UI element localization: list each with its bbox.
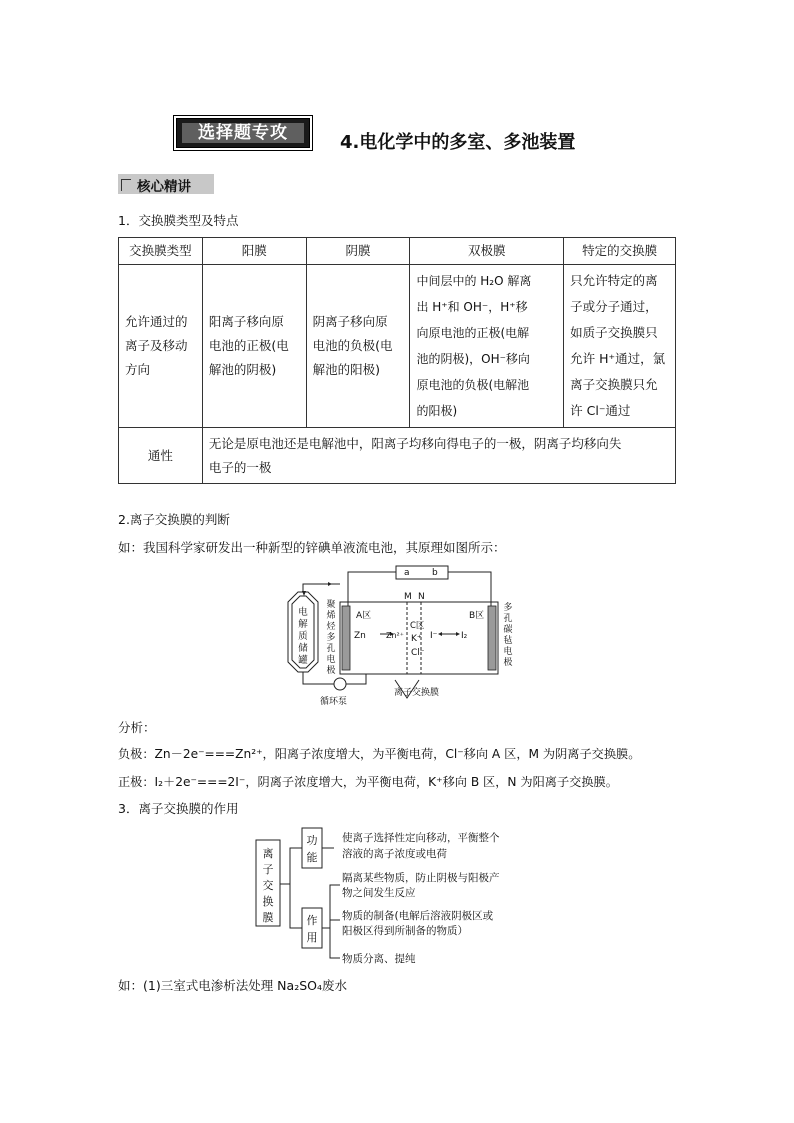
table-header-cell: 交换膜类型: [119, 238, 203, 265]
terminal-b: b: [432, 568, 438, 578]
section-header: [118, 174, 214, 194]
table-cell-row-label: [119, 265, 203, 428]
line: 允许 H⁺通过，氯: [570, 351, 666, 366]
line: 电池的正极(电: [208, 338, 289, 353]
use-text: 物质分离、提纯: [342, 953, 416, 965]
line: 方向: [125, 362, 151, 377]
use-text: 隔离某些物质，防止阴极与阳极产: [342, 872, 500, 884]
table-header-cell: 特定的交换膜: [564, 238, 676, 265]
tank-label-char: 质: [298, 631, 308, 642]
tank-label-char: 储: [298, 643, 308, 654]
line: 解池的阳极): [312, 362, 381, 377]
table-cell-yang: [202, 265, 306, 428]
table-header-row: [119, 238, 676, 265]
table-cell-bipolar: [410, 265, 564, 428]
connector: [280, 848, 302, 884]
use-char: 作: [306, 914, 318, 927]
left-electrode-label-char: 孔: [326, 644, 336, 654]
topic-badge: [176, 118, 310, 148]
table-cell-specific: [564, 265, 676, 428]
function-text: 溶液的离子浓度或电荷: [342, 848, 447, 860]
line: 阴离子移向原: [312, 314, 388, 329]
label-zn: Zn: [354, 631, 366, 641]
right-electrode-label-char: 多: [503, 603, 513, 613]
pipe: [303, 584, 340, 592]
membrane-function-diagram: [254, 824, 554, 970]
left-electrode-label-char: 极: [326, 666, 336, 676]
line: 原电池的负极(电解池: [416, 378, 530, 392]
wire: [448, 572, 491, 611]
label-area-a: A区: [356, 611, 372, 621]
table-header-cell: 双极膜: [410, 238, 564, 265]
connector: [330, 928, 340, 958]
label-i2: I₂: [461, 631, 468, 641]
line: 向原电池的正极(电解: [416, 326, 530, 340]
right-electrode-label-char: 毡: [503, 636, 513, 646]
line: 的阳极): [416, 404, 458, 418]
s2-title: 2.离子交换膜的判断: [118, 512, 230, 527]
tank-label-char: 电: [298, 607, 308, 618]
label-membrane: 离子交换膜: [394, 688, 440, 698]
s1-title: 1．交换膜类型及特点: [118, 213, 239, 228]
line: 只允许特定的离: [570, 273, 658, 288]
membrane-table: [118, 237, 676, 484]
right-electrode: [488, 606, 496, 670]
arrow-head: [438, 632, 442, 636]
label-area-b: B区: [469, 611, 485, 621]
terminal-a: a: [404, 568, 410, 578]
label-k: K⁺: [411, 634, 422, 644]
left-electrode-label-char: 多: [326, 633, 336, 643]
line: 离子交换膜只允: [570, 377, 658, 392]
s2-intro: 如：我国科学家研发出一种新型的锌碘单液流电池，其原理如图所示：: [118, 540, 506, 555]
table-cell-common: [202, 428, 675, 484]
left-electrode-label-char: 烃: [326, 622, 336, 632]
pump-icon: [334, 678, 346, 690]
left-electrode-label-char: 烯: [326, 611, 336, 621]
line: 中间层中的 H₂O 解离: [416, 274, 532, 288]
page-title: 4.电化学中的多室、多池装置: [340, 132, 576, 153]
section-marker-icon: [121, 179, 131, 191]
analysis-label: 分析：: [118, 720, 156, 735]
table-row: [119, 265, 676, 428]
root-char: 膜: [262, 911, 274, 924]
s3-example: 如：(1)三室式电渗析法处理 Na₂SO₄废水: [118, 978, 347, 993]
label-zn2: Zn²⁺: [386, 631, 404, 640]
analysis-negative: 负极：Zn－2e⁻===Zn²⁺，阳离子浓度增大，为平衡电荷，Cl⁻移向 A 区，M 为阴离子交换膜。: [118, 747, 641, 761]
label-n: N: [418, 592, 425, 602]
line: 如质子交换膜只: [570, 325, 658, 340]
line: 电池的负极(电: [312, 338, 393, 353]
root-char: 换: [262, 895, 274, 908]
use-char: 用: [306, 931, 318, 944]
right-electrode-label-char: 电: [503, 647, 513, 657]
table-cell-row-label: 通性: [119, 428, 203, 484]
line: 许 Cl⁻通过: [570, 403, 631, 418]
function-char: 能: [306, 851, 318, 864]
pipe: [346, 674, 366, 684]
root-char: 子: [262, 863, 274, 876]
use-text: 物质的制备(电解后溶液阴极区或: [342, 910, 494, 922]
use-text: 阳极区得到所制备的物质）: [342, 925, 468, 937]
line: 允许通过的: [125, 314, 188, 329]
right-electrode-label-char: 孔: [503, 614, 513, 624]
table-row: [119, 428, 676, 484]
tank-label-char: 罐: [298, 655, 308, 666]
right-electrode-label-char: 极: [503, 658, 513, 668]
line: 池的阴极)，OH⁻移向: [416, 352, 530, 366]
line: 解池的阴极): [208, 362, 277, 377]
analysis-positive: 正极：I₂＋2e⁻===2I⁻，阴离子浓度增大，为平衡电荷，K⁺移向 B 区，N 为阳离子交换膜。: [118, 775, 618, 789]
tank-label-char: 解: [298, 619, 308, 630]
root-char: 交: [262, 879, 274, 892]
label-pump: 循环泵: [320, 697, 348, 707]
connector: [290, 884, 302, 928]
line: 离子及移动: [125, 338, 188, 353]
label-iminus: I⁻: [430, 631, 438, 641]
left-electrode-label-char: 电: [326, 655, 336, 665]
right-electrode-label-char: 碳: [503, 625, 513, 635]
line: 出 H⁺和 OH⁻，H⁺移: [416, 300, 528, 314]
label-area-c: C区: [410, 621, 425, 631]
label-m: M: [404, 592, 412, 602]
connector: [322, 885, 340, 928]
arrow-head: [302, 591, 306, 596]
left-electrode: [342, 606, 350, 670]
section-header-label: 核心精讲: [137, 179, 191, 195]
line: 无论是原电池还是电解池中，阳离子均移向得电子的一极，阴离子均移向失: [208, 435, 622, 451]
table-header-cell: 阴膜: [306, 238, 410, 265]
line: 阳离子移向原: [208, 314, 284, 329]
table-header-cell: 阳膜: [202, 238, 306, 265]
use-text: 物之间发生反应: [342, 887, 416, 899]
root-char: 离: [262, 847, 274, 860]
line: 电子的一极: [208, 459, 272, 475]
function-text: 使离子选择性定向移动，平衡整个: [342, 832, 500, 844]
topic-badge-label: 选择题专攻: [182, 123, 304, 143]
function-char: 功: [306, 834, 318, 847]
wire: [348, 572, 396, 611]
line: 子或分子通过，: [570, 299, 658, 314]
s3-title: 3．离子交换膜的作用: [118, 801, 239, 816]
left-electrode-label-char: 聚: [326, 600, 336, 610]
label-cl: Cl⁻: [411, 648, 425, 658]
table-cell-yin: [306, 265, 410, 428]
arrow-head: [328, 582, 332, 586]
connector: [330, 920, 340, 928]
arrow-head: [456, 632, 460, 636]
zinc-iodine-battery-diagram: [270, 562, 532, 708]
